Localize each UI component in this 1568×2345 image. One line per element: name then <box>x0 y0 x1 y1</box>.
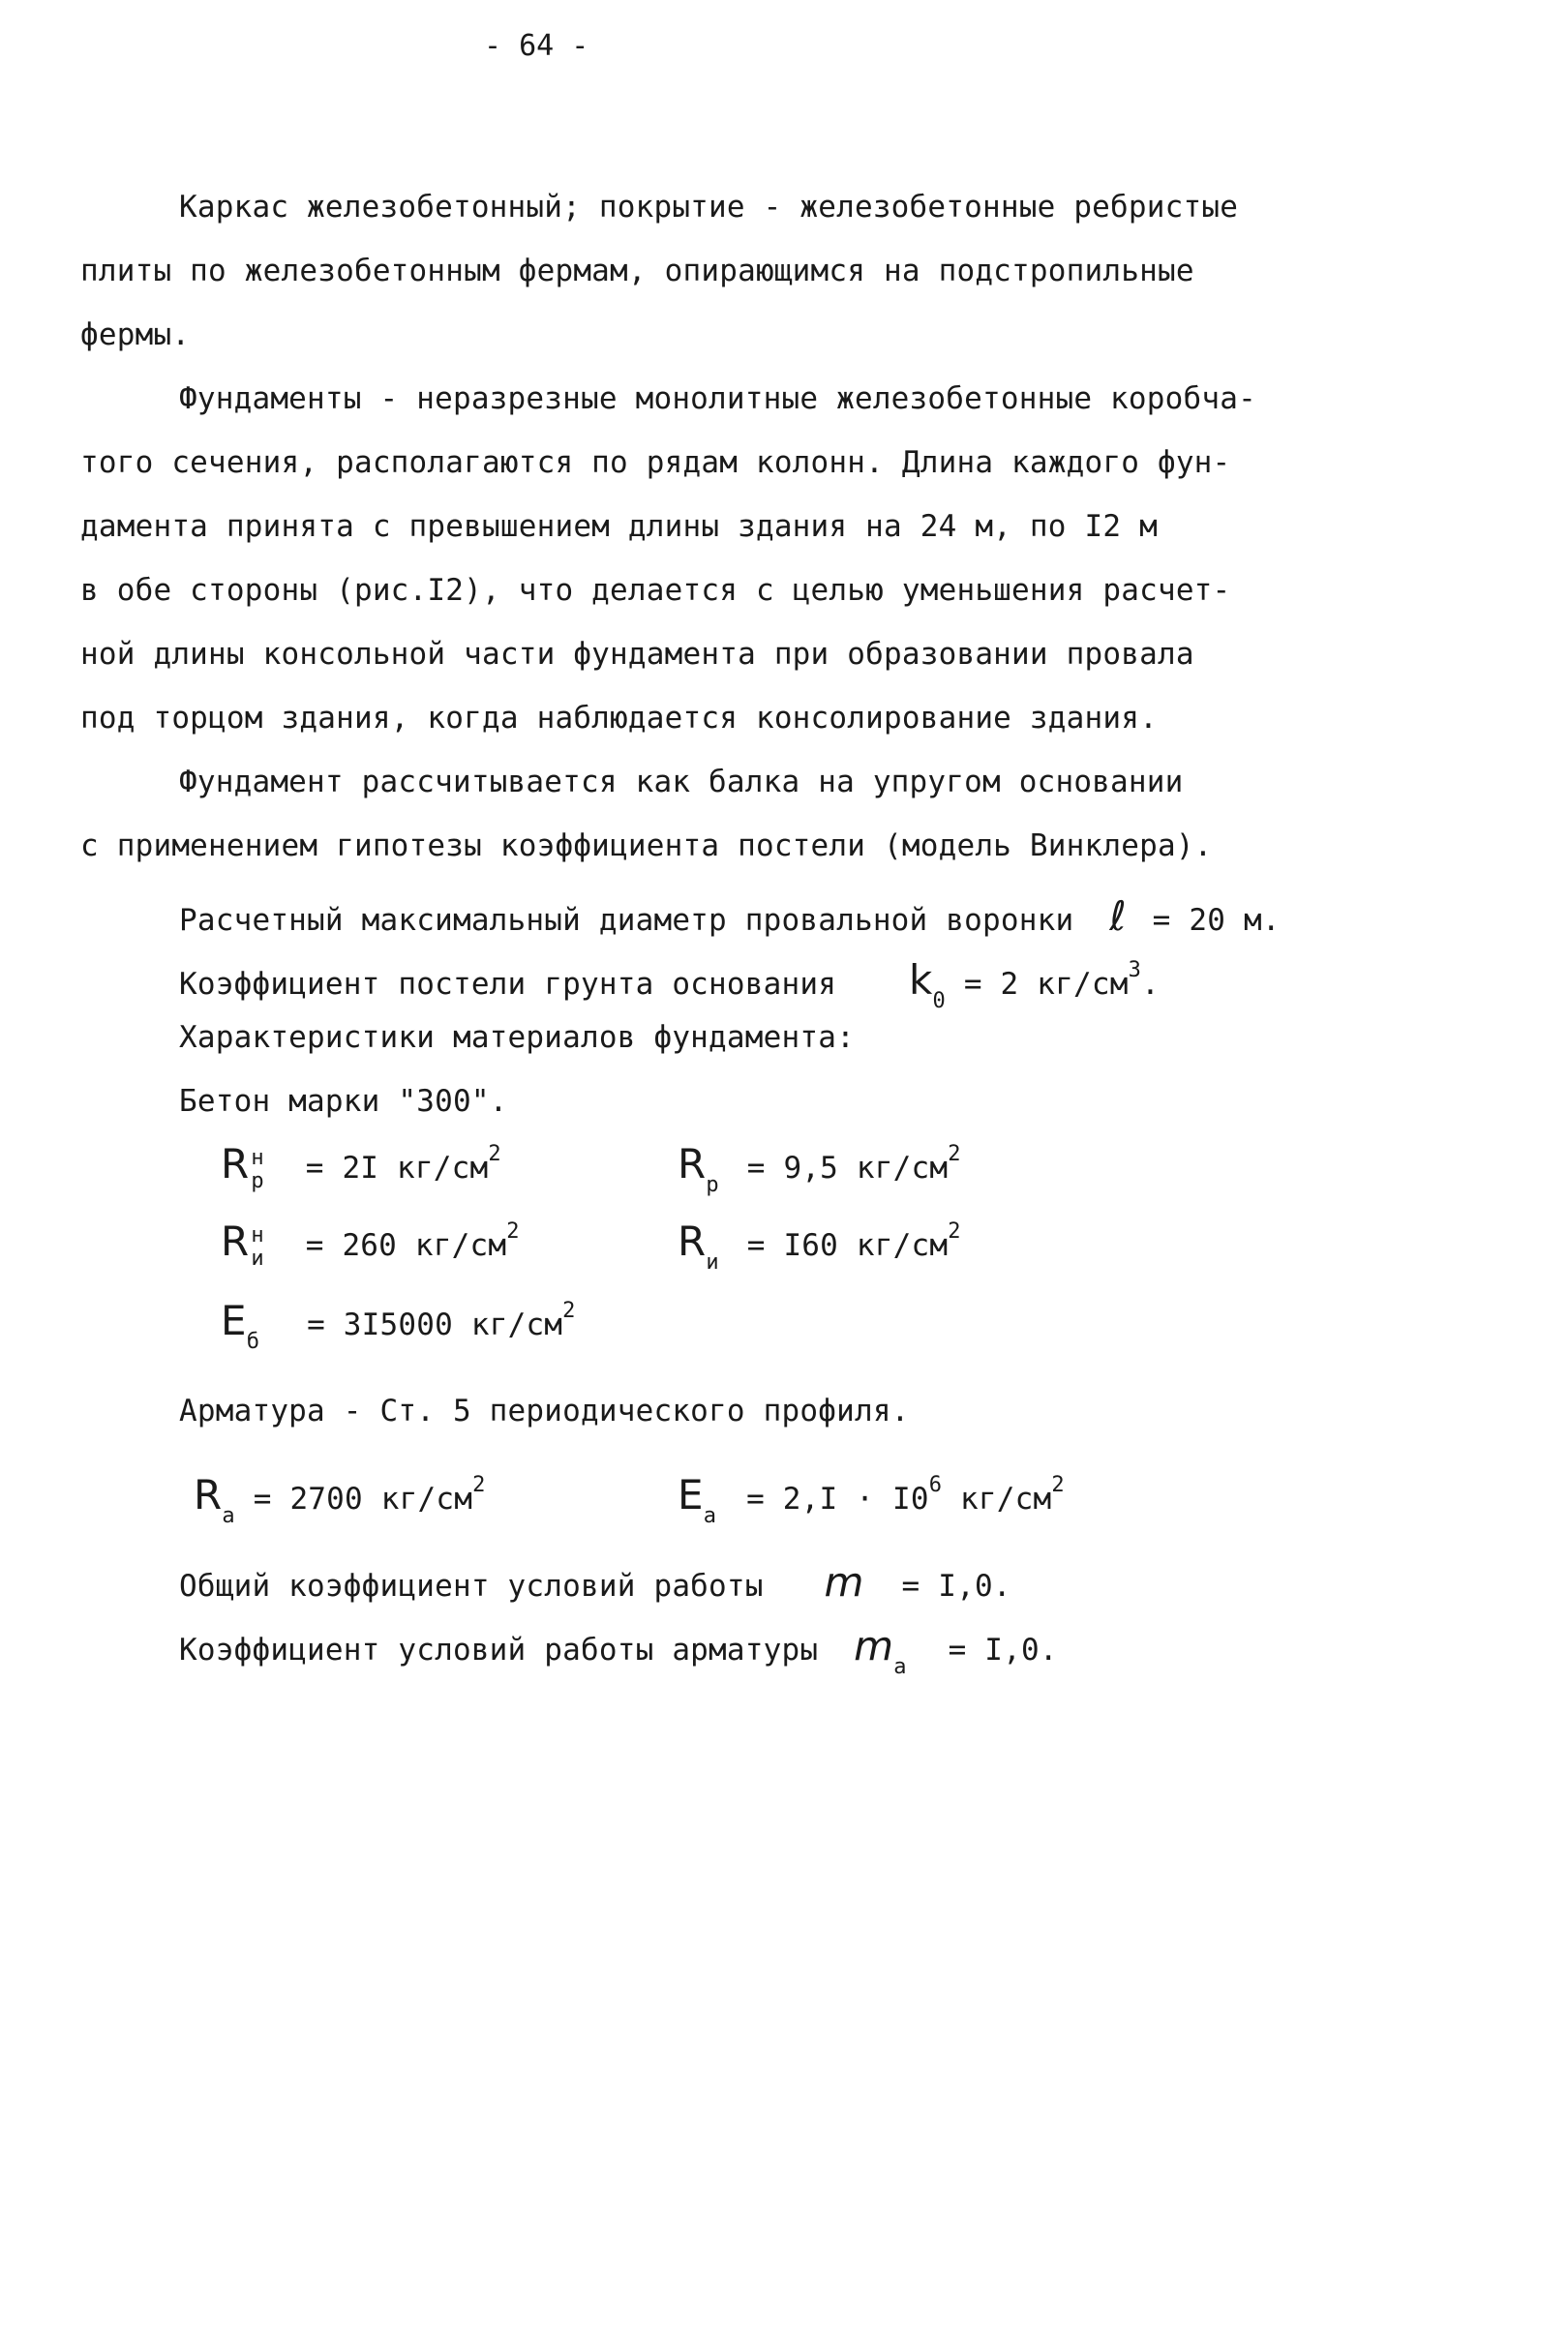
symbol-m: m <box>824 1558 864 1606</box>
symbol-k: k <box>908 956 933 1004</box>
power-exponent: 6 <box>928 1473 943 1497</box>
subscript-i: и <box>706 1250 719 1275</box>
paragraph-line: в обе стороны (рис.I2), что делается с целью уменьшения расчет- <box>80 573 1231 608</box>
symbol-r-indices <box>251 1224 263 1271</box>
bed-coefficient-exponent: 3 <box>1128 958 1142 982</box>
symbol-e: E <box>678 1471 704 1518</box>
formula-ea <box>678 1471 1065 1528</box>
bed-coefficient-period: . <box>1141 967 1160 1002</box>
symbol-r-indices <box>251 1147 263 1193</box>
rebar-heading: Арматура - Ст. 5 периодического профиля. <box>179 1394 910 1428</box>
bed-coefficient-text: Коэффициент постели грунта основания <box>179 967 837 1002</box>
superscript-n: н <box>251 1222 264 1248</box>
symbol-r: R <box>678 1140 707 1188</box>
subscript-i: и <box>251 1246 264 1271</box>
paragraph-line: под торцом здания, когда наблюдается консолирование здания. <box>80 701 1158 736</box>
subscript-a: a <box>222 1504 235 1528</box>
paragraph-line: плиты по железобетонным фермам, опирающимся на подстропильные <box>80 254 1194 288</box>
rebar-work-coefficient-text: Коэффициент условий работы арматуры <box>179 1633 819 1668</box>
funnel-diameter-value: = 20 м. <box>1152 903 1281 938</box>
formula-value: = 3I5000 кг/см <box>307 1308 563 1342</box>
symbol-k-subscript: 0 <box>932 989 946 1013</box>
formula-exponent: 2 <box>948 1142 961 1166</box>
formula-exponent: 2 <box>948 1219 961 1244</box>
formula-exponent: 2 <box>1051 1473 1065 1497</box>
symbol-m: m <box>854 1622 894 1669</box>
subscript-p: р <box>706 1173 719 1197</box>
paragraph-line: того сечения, располагаются по рядам колонн. Длина каждого фун- <box>80 445 1231 480</box>
formula-ra <box>194 1471 486 1528</box>
paragraph-line: дамента принята с превышением длины здания на 24 м, по I2 м <box>80 509 1158 544</box>
bed-coefficient-line <box>179 956 1160 1013</box>
paragraph-line: Фундамент рассчитывается как балка на упругом основании <box>179 765 1184 799</box>
rebar-work-coefficient-line <box>179 1622 1058 1679</box>
formula-value: = 2I кг/см <box>305 1151 489 1186</box>
paragraph-line: Фундаменты - неразрезные монолитные железобетонные коробча- <box>179 381 1256 416</box>
bed-coefficient-value: = 2 кг/см <box>963 967 1129 1002</box>
formula-run <box>221 1218 520 1271</box>
formula-unit: кг/см <box>942 1482 1052 1517</box>
work-coefficient-line <box>179 1558 1011 1606</box>
formula-value: = 2700 кг/см <box>253 1482 473 1517</box>
formula-value: = 9,5 кг/см <box>746 1151 949 1186</box>
subscript-b: б <box>246 1330 260 1354</box>
formula-rp <box>678 1140 961 1197</box>
paragraph-line: Каркас железобетонный; покрытие - железобетонные ребристые <box>179 190 1239 225</box>
rebar-work-coefficient-value: = I,0. <box>948 1633 1058 1668</box>
work-coefficient-value: = I,0. <box>901 1569 1011 1604</box>
symbol-r: R <box>194 1471 223 1518</box>
paragraph-line: с применением гипотезы коэффициента постели (модель Винклера). <box>80 828 1213 863</box>
paragraph-line: фермы. <box>80 317 191 352</box>
formula-exponent: 2 <box>472 1473 486 1497</box>
formula-ru <box>678 1218 961 1275</box>
formula-value: = 2,I · I0 <box>746 1482 929 1517</box>
paragraph-line: ной длины консольной части фундамента при образовании провала <box>80 637 1194 672</box>
symbol-l: ℓ <box>1109 892 1127 940</box>
formula-eb <box>221 1297 576 1354</box>
materials-heading: Характеристики материалов фундамента: <box>179 1020 855 1055</box>
superscript-n: н <box>251 1145 264 1170</box>
subscript-p: р <box>251 1168 264 1193</box>
formula-value: = I60 кг/см <box>746 1228 949 1263</box>
symbol-e: E <box>221 1297 247 1344</box>
funnel-diameter-line <box>179 892 1281 940</box>
formula-rpn <box>221 1140 501 1193</box>
symbol-r: R <box>678 1218 707 1265</box>
formula-value: = 260 кг/см <box>305 1228 507 1263</box>
formula-exponent: 2 <box>488 1142 501 1166</box>
subscript-a: a <box>703 1504 717 1528</box>
work-coefficient-text: Общий коэффициент условий работы <box>179 1569 764 1604</box>
formula-exponent: 2 <box>562 1299 576 1323</box>
symbol-r: R <box>221 1218 250 1265</box>
concrete-heading: Бетон марки "300". <box>179 1084 508 1119</box>
page-number: - 64 - <box>484 29 589 63</box>
symbol-r: R <box>221 1140 250 1188</box>
formula-exponent: 2 <box>506 1219 520 1244</box>
funnel-diameter-text: Расчетный максимальный диаметр провальной воронки <box>179 903 1074 938</box>
subscript-a: a <box>893 1655 907 1679</box>
